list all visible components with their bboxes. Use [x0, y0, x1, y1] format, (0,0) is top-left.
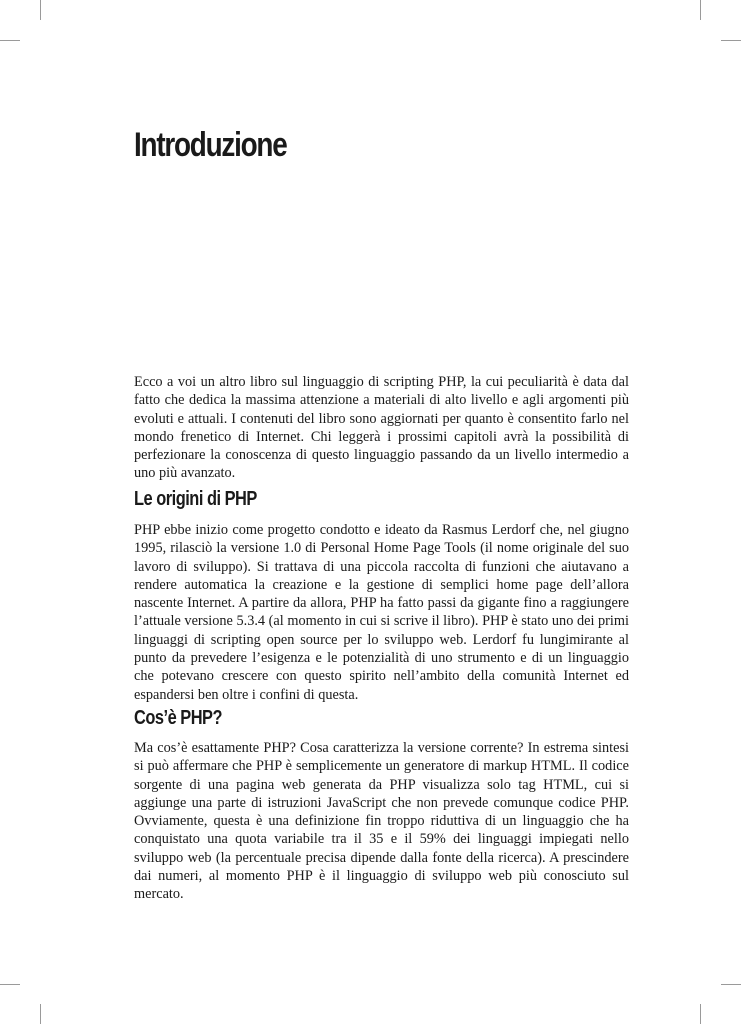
intro-paragraph: Ecco a voi un altro libro sul linguaggio di scripting PHP, la cui peculiarità è data dal fatto che dedica la massima attenzione a materiali di alto livello e agli argomenti più evoluti e attuali. I contenuti del libro sono aggiornati per quanto è consentito farlo nel mondo frenetico di Internet. Chi leggerà i prossimi capitoli avrà la possibilità di perfezionare la conoscenza di questo linguaggio passando da un livello intermedio a uno più avanzato. [134, 374, 629, 482]
section-paragraph-what-is-php: Ma cos’è esattamente PHP? Cosa caratterizza la versione corrente? In estrema sintesi si può affermare che PHP è semplicemente un generatore di markup HTML. Il codice sorgente di una pagina web generata da PHP visualizza solo tag HTML, cui si aggiunge una parte di istruzioni JavaScript che non prevede comunque codice PHP. Ovviamente, questa è una definizione fin troppo riduttiva di un linguaggio che ha conquistato una quota variabile tra il 35 e il 59% dei linguaggi impiegati nello sviluppo web (la percentuale precisa dipende dalla fonte della ricerca). A prescindere dai numeri, al momento PHP è il linguaggio di sviluppo web più conosciuto sul mercato. [134, 740, 629, 903]
section-heading-origins: Le origini di PHP [134, 488, 257, 510]
section-heading-what-is-php: Cos’è PHP? [134, 707, 223, 729]
crop-mark-bottom-right-h [721, 984, 741, 985]
section-paragraph-origins: PHP ebbe inizio come progetto condotto e ideato da Rasmus Lerdorf che, nel giugno 1995, rilasciò la versione 1.0 di Personal Home Page Tools (il nome originale del suo lavoro di sviluppo). Si trattava di una piccola raccolta di funzioni che aiutavano a rendere automatica la creazione e la gestione di semplici home page dell’allora nascente Internet. A partire da allora, PHP ha fatto passi da gigante fino a raggiungere l’attuale versione 5.3.4 (al momento in cui si scrive il libro). PHP è stato uno dei primi linguaggi di scripting open source per lo sviluppo web. Lerdorf fu lungimirante al punto da prevedere l’esigenza e le potenzialità di uno strumento e di un linguaggio che potevano crescere con questo spirito nell’ambito della comunità Internet ed espandersi ben oltre i confini di questa. [134, 522, 629, 703]
chapter-title: Introduzione [134, 126, 287, 164]
crop-mark-bottom-left-h [0, 984, 20, 985]
crop-mark-top-right-h [721, 40, 741, 41]
crop-mark-bottom-right [700, 1004, 701, 1024]
crop-mark-top-right [700, 0, 701, 20]
crop-mark-bottom-left [40, 1004, 41, 1024]
crop-mark-top-left [40, 0, 41, 20]
crop-mark-top-left-h [0, 40, 20, 41]
